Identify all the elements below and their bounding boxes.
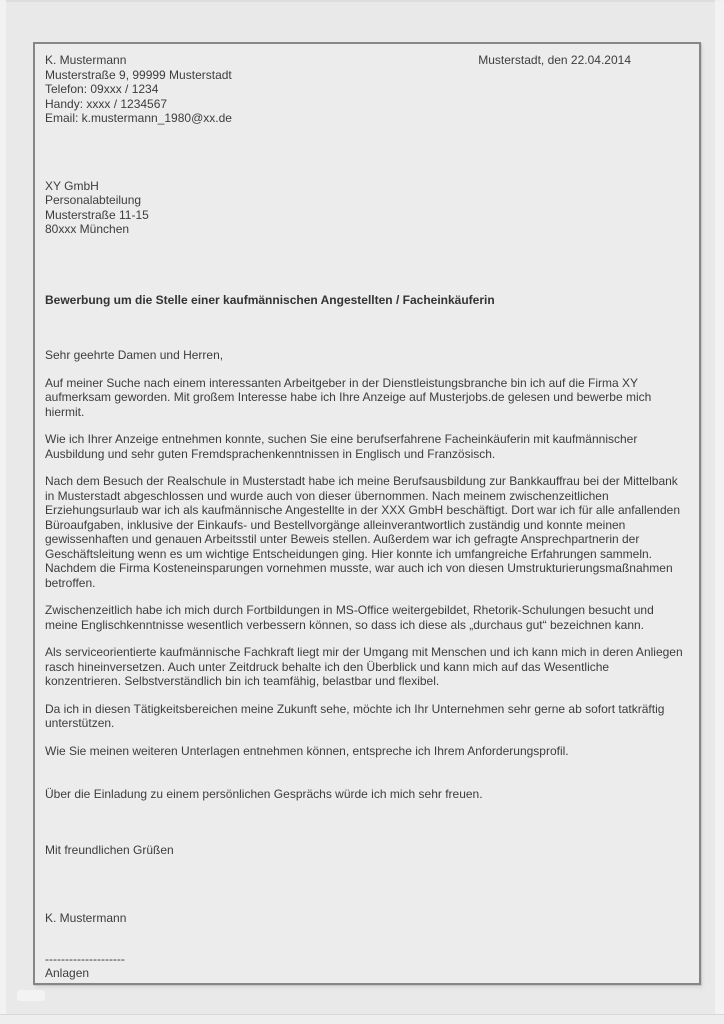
date-line: Musterstadt, den 22.04.2014 [478, 53, 631, 67]
recipient-street: Musterstraße 11-15 [45, 207, 149, 222]
letter-header [45, 53, 687, 126]
scan-right-edge [715, 0, 724, 1024]
body-paragraph: Wie ich Ihrer Anzeige entnehmen konnte, suchen Sie eine berufserfahrene Facheinkäuferin mit kaufmännischer Ausbildung und sehr guten Fremdsprachenkenntnissen in Englisch und Französisch. [45, 432, 638, 461]
recipient-address [45, 179, 687, 237]
subject-line: Bewerbung um die Stelle einer kaufmännischen Angestellten / Facheinkäuferin [45, 292, 495, 307]
sender-address [45, 53, 232, 126]
closing-formula: Mit freundlichen Grüßen [45, 842, 174, 857]
enclosure-label: Anlagen [45, 966, 90, 980]
body-paragraph: Wie Sie meinen weiteren Unterlagen entnehmen können, entspreche ich Ihrem Anforderungsprofil. [45, 743, 569, 758]
body-paragraph: Zwischenzeitlich habe ich mich durch Fortbildungen in MS-Office weitergebildet, Rhetorik-Schulungen besucht und meine Englischkenntnisse wesentlich verbessern können, so dass ich diese als „durchaus gut“ bezeichnen kann. [45, 603, 654, 632]
cover-letter-document [33, 42, 701, 985]
recipient-city: 80xxx München [45, 222, 130, 236]
scan-left-edge [0, 0, 6, 1024]
body-paragraph: Über die Einladung zu einem persönlichen Gesprächs würde ich mich sehr freuen. [45, 787, 483, 801]
sender-name: K. Mustermann [45, 53, 127, 67]
signature-name: K. Mustermann [45, 911, 127, 925]
body-paragraph: Nach dem Besuch der Realschule in Musterstadt habe ich meine Berufsausbildung zur Bankkauffrau bei der Mittelbank in Musterstadt abgeschlossen und wurde auch von dieser übernommen. Nach meinem zwischenzeitlichen Erziehungsurlaub war ich als kaufmännische Angestellte in der XXX GmbH beschäftigt. Dort war ich für alle anfallenden Büroaufgaben, inklusive der Einkaufs- und Bestellvorgänge alleinverantwortlich zuständig und konnte meinen gewissenhaften und genauen Arbeitsstil unter Beweis stellen. Außerdem war ich gefragte Ansprechpartnerin der Geschäftsleitung wenn es um wichtige Entscheidungen ging. Hier konnte ich umfangreiche Erfahrungen sammeln. Nachdem die Firma Kosteneinsparungen vornehmen musste, war auch ich von diesen Umstrukturierungsmaßnahmen betroffen. [45, 474, 680, 590]
scan-top-edge [0, 0, 724, 2]
body-paragraph: Als serviceorientierte kaufmännische Fachkraft liegt mir der Umgang mit Menschen und ich kann mich in deren Anliegen rasch hineinversetzen. Auch unter Zeitdruck behalte ich den Überblick und kann mich auf das Wesentliche konzentrieren. Selbstverständlich bin ich teamfähig, belastbar und flexibel. [45, 645, 683, 688]
recipient-department: Personalabteilung [45, 193, 142, 207]
salutation: Sehr geehrte Damen und Herren, [45, 348, 224, 362]
scan-bottom-margin [0, 1015, 724, 1024]
enclosure-separator: -------------------- [45, 951, 125, 966]
sender-mobile: Handy: xxxx / 1234567 [45, 96, 168, 111]
enclosure-section [45, 952, 687, 981]
sender-phone: Telefon: 09xxx / 1234 [45, 82, 159, 96]
recipient-company: XY GmbH [45, 178, 99, 193]
sender-street: Musterstraße 9, 99999 Musterstadt [45, 67, 232, 82]
body-paragraph: Auf meiner Suche nach einem interessanten Arbeitgeber in der Dienstleistungsbranche bin ich auf die Firma XY aufmerksam geworden. Mit großem Interesse habe ich Ihre Anzeige auf Musterjobs.de gelesen und bewerbe mich hiermit. [45, 375, 652, 419]
sender-email: Email: k.mustermann_1980@xx.de [45, 111, 232, 125]
scan-artifact-smudge [17, 990, 45, 1001]
body-paragraph: Da ich in diesen Tätigkeitsbereichen meine Zukunft sehe, möchte ich Ihr Unternehmen sehr gerne ab sofort tatkräftig unterstützen. [45, 701, 665, 730]
